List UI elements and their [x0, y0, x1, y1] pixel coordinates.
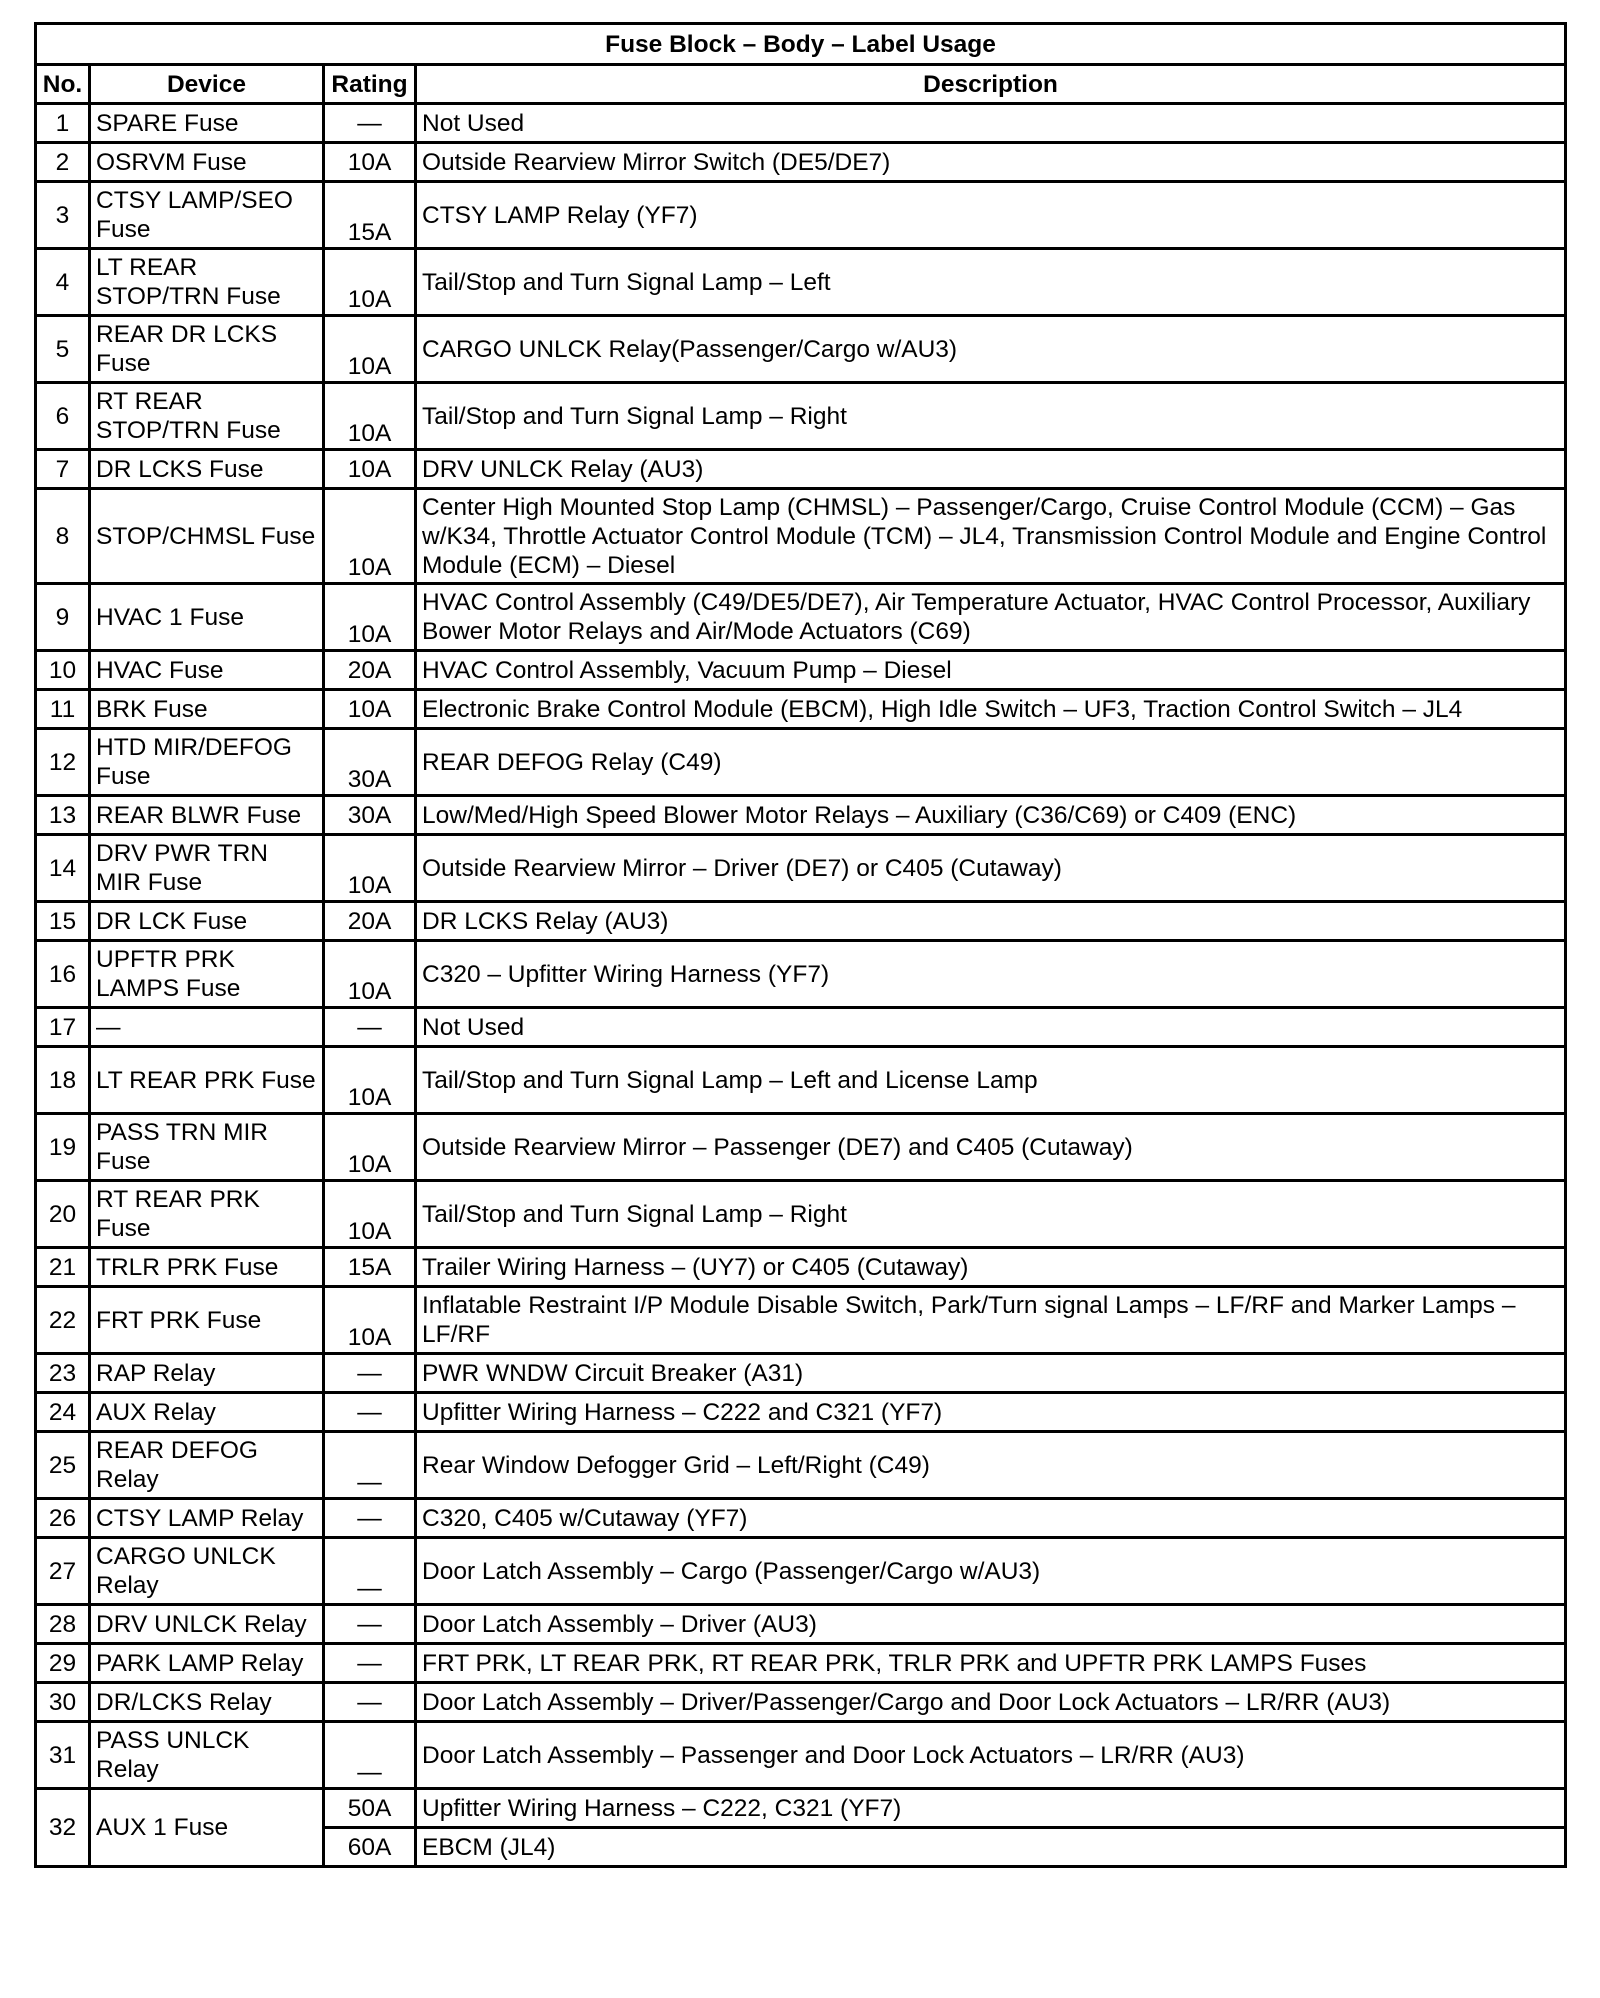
cell-rating: 10A: [324, 1181, 416, 1248]
cell-no: 1: [36, 104, 90, 143]
cell-description: EBCM (JL4): [416, 1828, 1566, 1867]
table-row: [36, 1644, 1566, 1683]
table-row: [36, 902, 1566, 941]
cell-rating: 30A: [324, 796, 416, 835]
cell-description: Low/Med/High Speed Blower Motor Relays – Auxiliary (C36/C69) or C409 (ENC): [416, 796, 1566, 835]
cell-description: Door Latch Assembly – Driver/Passenger/Cargo and Door Lock Actuators – LR/RR (AU3): [416, 1683, 1566, 1722]
cell-device: DRV UNLCK Relay: [90, 1605, 324, 1644]
cell-no: 7: [36, 450, 90, 489]
cell-description: HVAC Control Assembly, Vacuum Pump – Diesel: [416, 651, 1566, 690]
cell-description: Trailer Wiring Harness – (UY7) or C405 (Cutaway): [416, 1248, 1566, 1287]
cell-device: LT REAR PRK Fuse: [90, 1047, 324, 1114]
cell-rating: 60A: [324, 1828, 416, 1867]
cell-rating: 20A: [324, 902, 416, 941]
table-row: [36, 729, 1566, 796]
cell-no: 18: [36, 1047, 90, 1114]
cell-no: 2: [36, 143, 90, 182]
cell-description: Tail/Stop and Turn Signal Lamp – Left: [416, 249, 1566, 316]
header-description: Description: [416, 65, 1566, 104]
cell-device: AUX 1 Fuse: [90, 1789, 324, 1867]
cell-description: Rear Window Defogger Grid – Left/Right (C49): [416, 1432, 1566, 1499]
cell-no: 26: [36, 1499, 90, 1538]
table-row: [36, 1248, 1566, 1287]
cell-rating: 10A: [324, 316, 416, 383]
cell-description: Door Latch Assembly – Cargo (Passenger/Cargo w/AU3): [416, 1538, 1566, 1605]
cell-no: 17: [36, 1008, 90, 1047]
cell-rating: 10A: [324, 941, 416, 1008]
cell-device: RT REAR PRK Fuse: [90, 1181, 324, 1248]
cell-rating: 10A: [324, 690, 416, 729]
table-row: [36, 1605, 1566, 1644]
cell-rating: 15A: [324, 182, 416, 249]
cell-rating: —: [324, 104, 416, 143]
cell-no: 4: [36, 249, 90, 316]
cell-description: REAR DEFOG Relay (C49): [416, 729, 1566, 796]
cell-rating: 10A: [324, 835, 416, 902]
cell-description: Not Used: [416, 104, 1566, 143]
table-row: [36, 1181, 1566, 1248]
cell-no: 29: [36, 1644, 90, 1683]
table-row: [36, 316, 1566, 383]
table-row: [36, 651, 1566, 690]
cell-rating: —: [324, 1683, 416, 1722]
table-row: [36, 1432, 1566, 1499]
cell-device: CTSY LAMP/SEO Fuse: [90, 182, 324, 249]
table-row: [36, 1789, 1566, 1828]
cell-description: C320, C405 w/Cutaway (YF7): [416, 1499, 1566, 1538]
cell-no: 8: [36, 489, 90, 584]
cell-no: 19: [36, 1114, 90, 1181]
table-row: [36, 1287, 1566, 1354]
cell-no: 31: [36, 1722, 90, 1789]
cell-no: 11: [36, 690, 90, 729]
cell-no: 30: [36, 1683, 90, 1722]
table-row: [36, 182, 1566, 249]
cell-description: Center High Mounted Stop Lamp (CHMSL) – Passenger/Cargo, Cruise Control Module (CCM) – Gas w/K34, Throttle Actuator Control Module (TCM) – JL4, Transmission Control Module and Engine Control Module (ECM) – Diesel: [416, 489, 1566, 584]
cell-device: TRLR PRK Fuse: [90, 1248, 324, 1287]
table-row: [36, 1722, 1566, 1789]
cell-rating: 10A: [324, 143, 416, 182]
cell-device: RAP Relay: [90, 1354, 324, 1393]
cell-rating: —: [324, 1538, 416, 1605]
cell-no: 5: [36, 316, 90, 383]
cell-no: 20: [36, 1181, 90, 1248]
cell-no: 32: [36, 1789, 90, 1867]
cell-device: HTD MIR/DEFOG Fuse: [90, 729, 324, 796]
cell-description: Outside Rearview Mirror Switch (DE5/DE7): [416, 143, 1566, 182]
cell-device: BRK Fuse: [90, 690, 324, 729]
table-row: [36, 249, 1566, 316]
table-row: [36, 584, 1566, 651]
table-row: [36, 1683, 1566, 1722]
table-row: [36, 1538, 1566, 1605]
table-row: [36, 690, 1566, 729]
cell-no: 13: [36, 796, 90, 835]
cell-device: RT REAR STOP/TRN Fuse: [90, 383, 324, 450]
table-row: [36, 1114, 1566, 1181]
cell-no: 10: [36, 651, 90, 690]
cell-rating: 10A: [324, 1047, 416, 1114]
cell-description: Outside Rearview Mirror – Driver (DE7) or C405 (Cutaway): [416, 835, 1566, 902]
cell-no: 25: [36, 1432, 90, 1499]
table-row: [36, 1393, 1566, 1432]
cell-rating: 10A: [324, 1114, 416, 1181]
cell-rating: 10A: [324, 383, 416, 450]
cell-no: 12: [36, 729, 90, 796]
cell-rating: —: [324, 1499, 416, 1538]
cell-description: Outside Rearview Mirror – Passenger (DE7) and C405 (Cutaway): [416, 1114, 1566, 1181]
cell-no: 28: [36, 1605, 90, 1644]
cell-device: HVAC Fuse: [90, 651, 324, 690]
fuse-table: [34, 22, 1567, 1868]
cell-no: 22: [36, 1287, 90, 1354]
cell-rating: —: [324, 1722, 416, 1789]
header-row: [36, 65, 1566, 104]
cell-description: Upfitter Wiring Harness – C222 and C321 (YF7): [416, 1393, 1566, 1432]
cell-description: Upfitter Wiring Harness – C222, C321 (YF7): [416, 1789, 1566, 1828]
cell-description: Inflatable Restraint I/P Module Disable Switch, Park/Turn signal Lamps – LF/RF and Marker Lamps – LF/RF: [416, 1287, 1566, 1354]
table-row: [36, 1499, 1566, 1538]
cell-description: Door Latch Assembly – Passenger and Door Lock Actuators – LR/RR (AU3): [416, 1722, 1566, 1789]
cell-description: HVAC Control Assembly (C49/DE5/DE7), Air Temperature Actuator, HVAC Control Processor, Auxiliary Bower Motor Relays and Air/Mode Actuators (C69): [416, 584, 1566, 651]
cell-rating: —: [324, 1432, 416, 1499]
cell-rating: —: [324, 1393, 416, 1432]
cell-description: Not Used: [416, 1008, 1566, 1047]
cell-rating: 20A: [324, 651, 416, 690]
cell-device: REAR DR LCKS Fuse: [90, 316, 324, 383]
cell-no: 21: [36, 1248, 90, 1287]
table-row: [36, 450, 1566, 489]
cell-device: CARGO UNLCK Relay: [90, 1538, 324, 1605]
table-row: [36, 796, 1566, 835]
cell-no: 6: [36, 383, 90, 450]
cell-device: LT REAR STOP/TRN Fuse: [90, 249, 324, 316]
cell-description: Tail/Stop and Turn Signal Lamp – Right: [416, 383, 1566, 450]
table-row: [36, 1354, 1566, 1393]
cell-description: PWR WNDW Circuit Breaker (A31): [416, 1354, 1566, 1393]
cell-device: DR LCK Fuse: [90, 902, 324, 941]
table-title: Fuse Block – Body – Label Usage: [36, 24, 1566, 65]
cell-rating: —: [324, 1354, 416, 1393]
cell-rating: 50A: [324, 1789, 416, 1828]
cell-device: OSRVM Fuse: [90, 143, 324, 182]
cell-description: C320 – Upfitter Wiring Harness (YF7): [416, 941, 1566, 1008]
cell-description: FRT PRK, LT REAR PRK, RT REAR PRK, TRLR PRK and UPFTR PRK LAMPS Fuses: [416, 1644, 1566, 1683]
table-row: [36, 941, 1566, 1008]
cell-device: DR/LCKS Relay: [90, 1683, 324, 1722]
table-row: [36, 383, 1566, 450]
cell-device: REAR DEFOG Relay: [90, 1432, 324, 1499]
cell-device: UPFTR PRK LAMPS Fuse: [90, 941, 324, 1008]
cell-rating: —: [324, 1008, 416, 1047]
cell-rating: 10A: [324, 489, 416, 584]
cell-no: 3: [36, 182, 90, 249]
cell-rating: 30A: [324, 729, 416, 796]
cell-device: PARK LAMP Relay: [90, 1644, 324, 1683]
table-body: [36, 104, 1566, 1867]
cell-no: 27: [36, 1538, 90, 1605]
cell-device: STOP/CHMSL Fuse: [90, 489, 324, 584]
cell-no: 23: [36, 1354, 90, 1393]
header-no: No.: [36, 65, 90, 104]
cell-device: FRT PRK Fuse: [90, 1287, 324, 1354]
cell-device: DRV PWR TRN MIR Fuse: [90, 835, 324, 902]
cell-device: REAR BLWR Fuse: [90, 796, 324, 835]
header-rating: Rating: [324, 65, 416, 104]
table-row: [36, 143, 1566, 182]
cell-device: DR LCKS Fuse: [90, 450, 324, 489]
cell-rating: 10A: [324, 450, 416, 489]
cell-device: CTSY LAMP Relay: [90, 1499, 324, 1538]
cell-rating: —: [324, 1644, 416, 1683]
cell-description: CTSY LAMP Relay (YF7): [416, 182, 1566, 249]
cell-no: 24: [36, 1393, 90, 1432]
cell-description: CARGO UNLCK Relay(Passenger/Cargo w/AU3): [416, 316, 1566, 383]
table-row: [36, 835, 1566, 902]
cell-device: PASS TRN MIR Fuse: [90, 1114, 324, 1181]
cell-device: AUX Relay: [90, 1393, 324, 1432]
cell-description: DR LCKS Relay (AU3): [416, 902, 1566, 941]
cell-description: Tail/Stop and Turn Signal Lamp – Left and License Lamp: [416, 1047, 1566, 1114]
table-row: [36, 489, 1566, 584]
cell-rating: 15A: [324, 1248, 416, 1287]
cell-device: SPARE Fuse: [90, 104, 324, 143]
table-row: [36, 104, 1566, 143]
table-row: [36, 1047, 1566, 1114]
cell-device: —: [90, 1008, 324, 1047]
cell-rating: —: [324, 1605, 416, 1644]
header-device: Device: [90, 65, 324, 104]
cell-no: 9: [36, 584, 90, 651]
cell-no: 16: [36, 941, 90, 1008]
cell-rating: 10A: [324, 249, 416, 316]
cell-description: DRV UNLCK Relay (AU3): [416, 450, 1566, 489]
cell-device: PASS UNLCK Relay: [90, 1722, 324, 1789]
cell-no: 15: [36, 902, 90, 941]
table-row: [36, 1008, 1566, 1047]
cell-device: HVAC 1 Fuse: [90, 584, 324, 651]
cell-rating: 10A: [324, 1287, 416, 1354]
cell-description: Door Latch Assembly – Driver (AU3): [416, 1605, 1566, 1644]
cell-description: Electronic Brake Control Module (EBCM), High Idle Switch – UF3, Traction Control Switch – JL4: [416, 690, 1566, 729]
cell-no: 14: [36, 835, 90, 902]
cell-rating: 10A: [324, 584, 416, 651]
cell-description: Tail/Stop and Turn Signal Lamp – Right: [416, 1181, 1566, 1248]
